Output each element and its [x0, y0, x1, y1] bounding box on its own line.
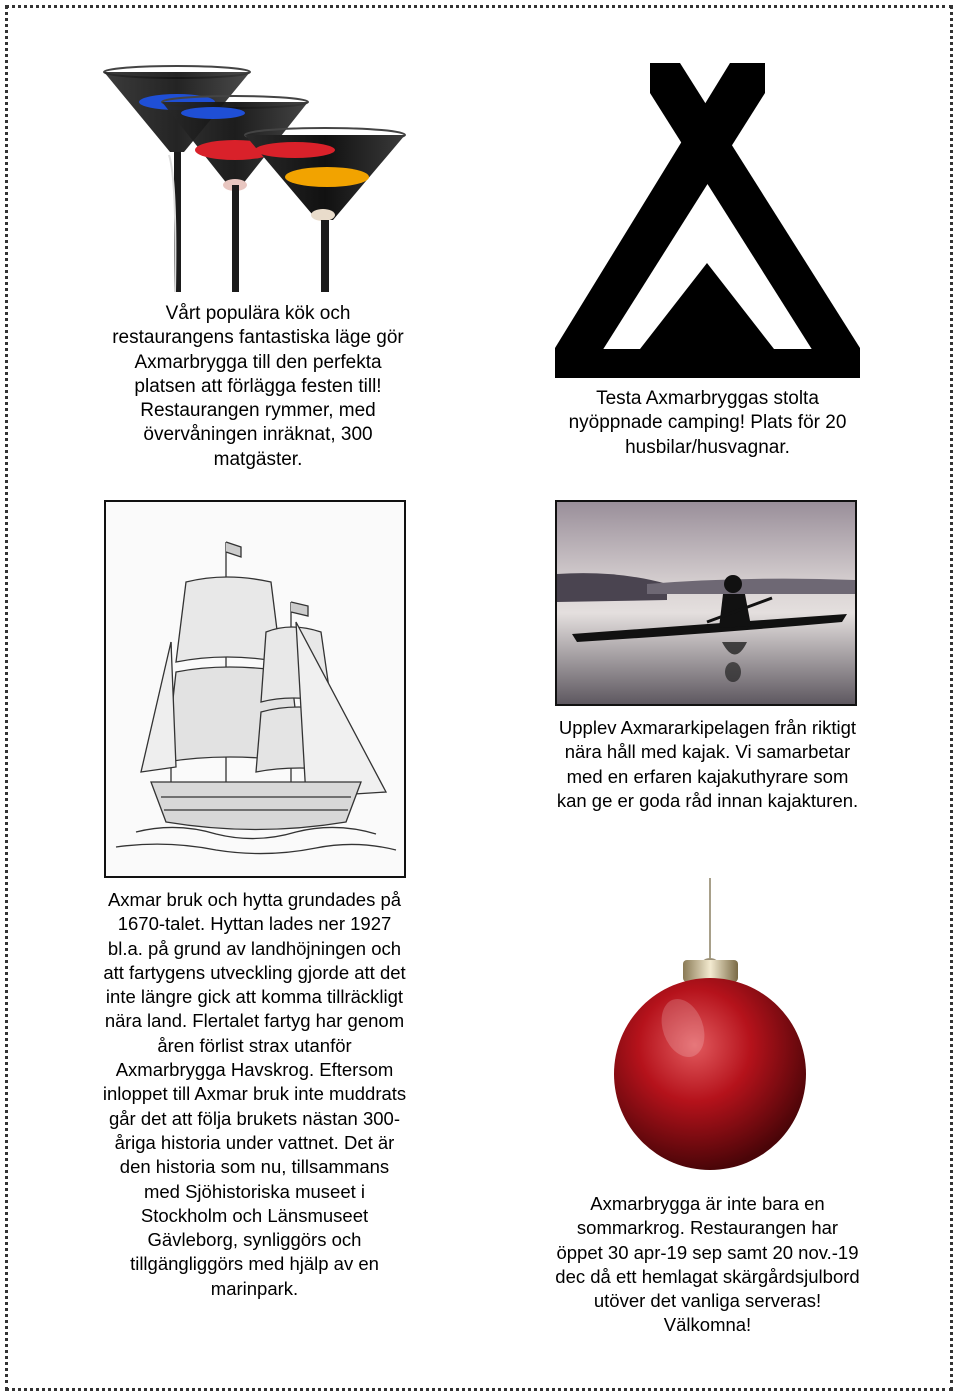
glass-red [162, 96, 308, 292]
history-text: Axmar bruk och hytta grundades på 1670-talet. Hyttan lades ner 1927 bl.a. på grund av landhöjningen och att fartygens utveckling gjorde att det inte längre gick att komma tillräckligt nära land. Flertalet fartyg har genom åren förlist strax utanför Axmarbrygga Havskrog. Eftersom inloppet till Axmar bruk inte muddrats går det att följa brukets nästan 300-åriga historia under vattnet. Det är den historia som nu, tillsammans med Sjöhistoriska museet i Stockholm och Länsmuseet Gävleborg, synliggörs och tillgängliggörs med hjälp av en marinpark. [102, 889, 407, 1299]
camping-tent-icon [555, 63, 860, 383]
christmas-ornament-image [605, 878, 815, 1183]
sailing-ship-image [104, 500, 406, 878]
christmas-text: Axmarbrygga är inte bara en sommarkrog. Restaurangen har öppet 30 apr-19 sep samt 20 nov.-19 dec då ett hemlagat skärgårdsjulbord utöver det vanliga serveras! Välkomna! [555, 1193, 860, 1336]
kayak-text: Upplev Axmararkipelagen från riktigt nära håll med kajak. Vi samarbetar med en erfaren kajakuthyrare som kan ge er goda råd innan kajakturen. [556, 717, 859, 811]
cocktail-glasses-image [95, 60, 410, 295]
camping-text: Testa Axmarbryggas stolta nyöppnade camping! Plats för 20 husbilar/husvagnar. [568, 388, 847, 458]
kayak-photo-image [555, 500, 857, 706]
glass-orange [245, 128, 405, 292]
restaurant-text: Vårt populära kök och restaurangens fantastiska läge gör Axmarbrygga till den perfekta platsen att förlägga festen till! Restaurangen rymmer, med övervåningen inräknat, 300 matgäster. [112, 303, 404, 470]
